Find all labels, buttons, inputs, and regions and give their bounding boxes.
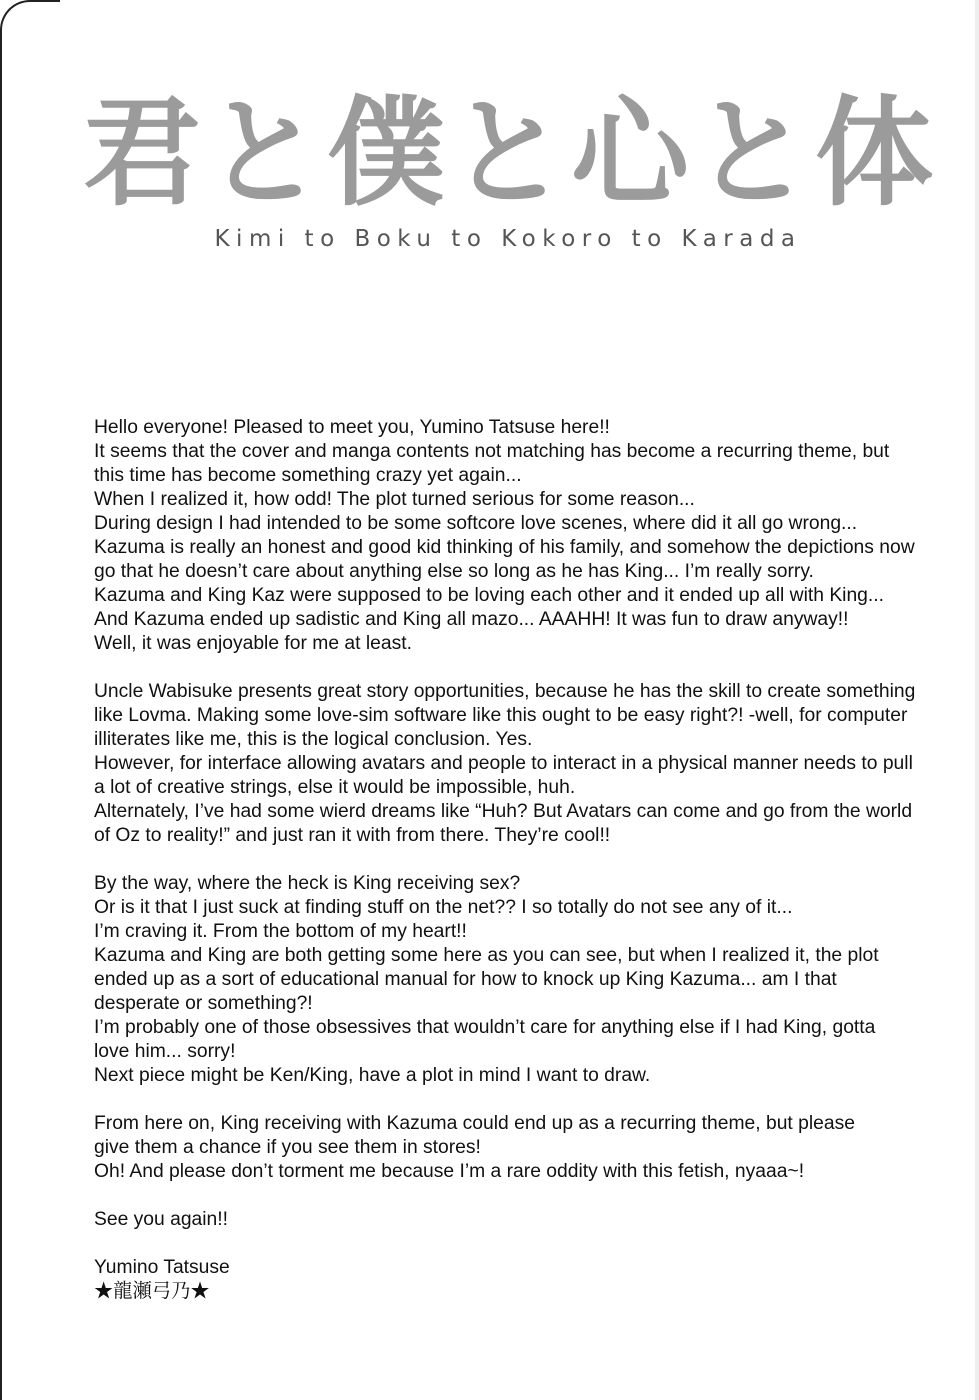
text-line: like Lovma. Making some love-sim software like this ought to be easy right?! -well, for computer (94, 705, 908, 726)
text-line: a lot of creative strings, else it would be impossible, huh. (94, 777, 576, 798)
text-line: of Oz to reality!” and just ran it with from there. They’re cool!! (94, 825, 611, 846)
text-line: See you again!! (94, 1209, 228, 1230)
text-line: Alternately, I’ve had some wierd dreams like “Huh? But Avatars can come and go from the world (94, 801, 913, 822)
text-line: Kazuma and King are both getting some here as you can see, but when I realized it, the plot (94, 945, 879, 966)
page-edge-right (975, 0, 979, 1400)
page-edge (0, 0, 60, 1400)
text-line: go that he doesn’t care about anything else so long as he has King... I’m really sorry. (94, 561, 814, 582)
text-line: Uncle Wabisuke presents great story opportunities, because he has the skill to create something (94, 681, 916, 702)
text-line: And Kazuma ended up sadistic and King all mazo... AAAHH! It was fun to draw anyway!! (94, 609, 849, 630)
text-line: It seems that the cover and manga contents not matching has become a recurring theme, but (94, 441, 890, 462)
text-line: From here on, King receiving with Kazuma could end up as a recurring theme, but please (94, 1113, 855, 1134)
text-line: Next piece might be Ken/King, have a plot in mind I want to draw. (94, 1065, 651, 1086)
afterword-text (94, 416, 915, 1304)
text-line: When I realized it, how odd! The plot turned serious for some reason... (94, 489, 695, 510)
text-line: this time has become something crazy yet again... (94, 465, 522, 486)
paragraph-gap (94, 1232, 915, 1256)
text-line: illiterates like me, this is the logical conclusion. Yes. (94, 729, 533, 750)
text-line: Kazuma and King Kaz were supposed to be loving each other and it ended up all with King... (94, 585, 884, 606)
text-line: By the way, where the heck is King receiving sex? (94, 873, 521, 894)
paragraph-gap (94, 656, 915, 680)
text-line: However, for interface allowing avatars and people to interact in a physical manner needs to pull (94, 753, 913, 774)
signature-line: Yumino Tatsuse (94, 1257, 230, 1278)
text-line: Well, it was enjoyable for me at least. (94, 633, 412, 654)
signature-line: ★龍瀬弓乃★ (94, 1281, 210, 1302)
text-line: Kazuma is really an honest and good kid thinking of his family, and somehow the depictions now (94, 537, 915, 558)
text-line: I’m probably one of those obsessives that wouldn’t care for anything else if I had King, gotta (94, 1017, 876, 1038)
paragraph-gap (94, 1184, 915, 1208)
text-line: Oh! And please don’t torment me because I’m a rare oddity with this fetish, nyaaa~! (94, 1161, 805, 1182)
text-line: ended up as a sort of educational manual for how to knock up King Kazuma... am I that (94, 969, 837, 990)
text-line: Hello everyone! Pleased to meet you, Yumino Tatsuse here!! (94, 417, 610, 438)
text-line: desperate or something?! (94, 993, 313, 1014)
paragraph-gap (94, 848, 915, 872)
text-line: give them a chance if you see them in stores! (94, 1137, 481, 1158)
text-line: Or is it that I just suck at finding stuff on the net?? I so totally do not see any of it... (94, 897, 793, 918)
text-line: love him... sorry! (94, 1041, 236, 1062)
title-romaji: Kimi to Boku to Kokoro to Karada (214, 226, 802, 252)
paragraph-gap (94, 1088, 915, 1112)
title-japanese: 君と僕と心と体 (82, 84, 937, 222)
text-line: I’m craving it. From the bottom of my heart!! (94, 921, 467, 942)
text-line: During design I had intended to be some softcore love scenes, where did it all go wrong... (94, 513, 858, 534)
